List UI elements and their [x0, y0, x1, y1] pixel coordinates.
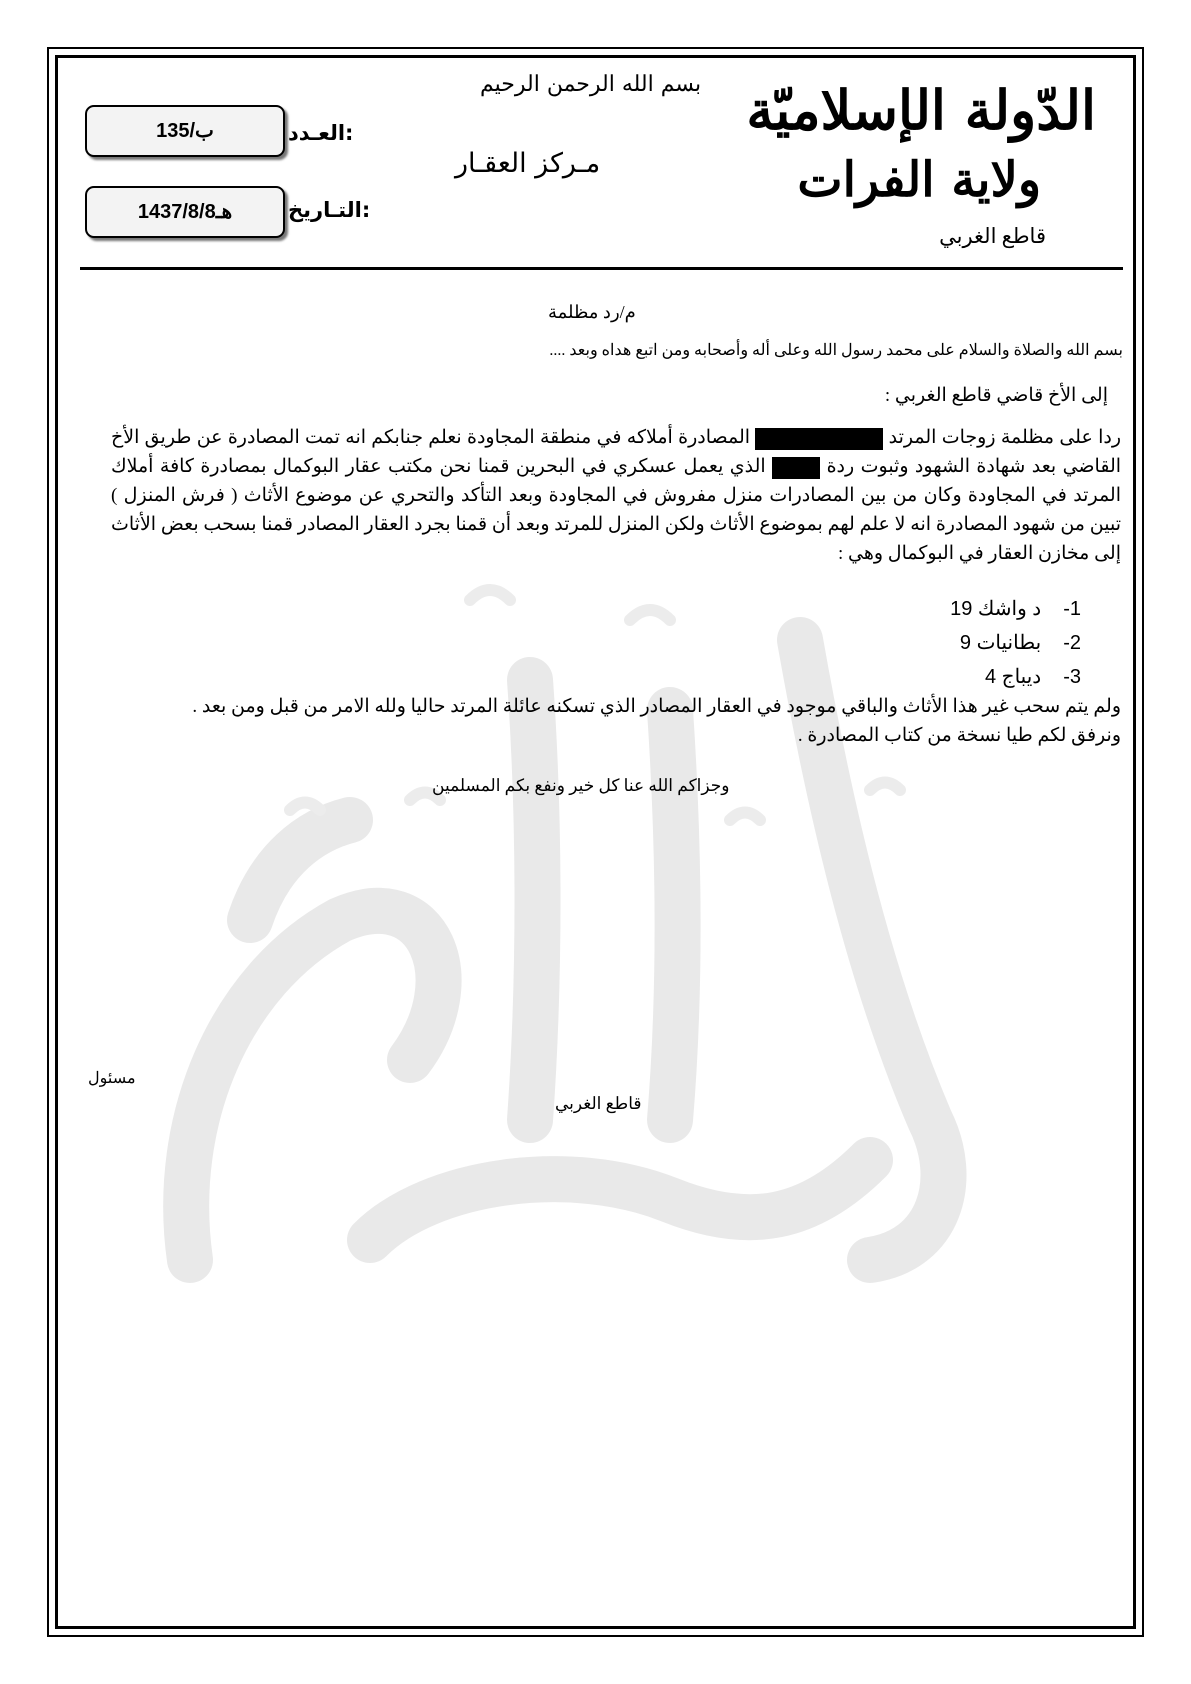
basmala-header: بسم الله الرحمن الرحيم: [480, 72, 702, 97]
closing-paragraph: [141, 692, 1121, 750]
watermark-calligraphy: [110, 560, 1030, 1320]
main-paragraph: [111, 423, 1121, 568]
reference-number-box: ب/135: [85, 105, 285, 157]
list-item-text: د واشك 19: [950, 598, 1042, 620]
office-name: مـركز العقـار: [455, 148, 601, 179]
logo-sector-name: قاطع الغربي: [939, 224, 1046, 248]
logo-province-name: ولاية الفرات: [797, 152, 1041, 208]
closing-blessing: وجزاكم الله عنا كل خير ونفع بكم المسلمين: [432, 776, 730, 795]
addressee-line: إلى الأخ قاضي قاطع الغربي :: [884, 385, 1108, 406]
confiscated-items-list: [950, 592, 1081, 694]
date-box: 1437/8/8هـ: [85, 186, 285, 238]
list-item-number: 1-: [1063, 598, 1081, 620]
paragraph-part-3: الذي يعمل عسكري في البحرين قمنا نحن مكتب عقار البوكمال بمصادرة كافة أملاك المرتد في المجاودة وكان من بين المصادرات منزل مفروش في المجاودة وبعد التأكد والتحري عن موضوع الأثاث ( فرش المنزل ) تبين من شهود المصادرة انه لا علم لهم بموضوع الأثاث ولكن المنزل للمرتد وبعد أن قمنا بجرد العقار المصادر قمنا بسحب بعض الأثاث إلى مخازن العقار في البوكمال وهي :: [111, 456, 1121, 564]
redaction-block: [755, 428, 883, 450]
signature-sector: قاطع الغربي: [555, 1094, 642, 1113]
list-item-number: 2-: [1063, 632, 1081, 654]
header-divider: [80, 267, 1123, 270]
list-item-text: بطانيات 9: [959, 632, 1042, 654]
signature-title: مسئول: [88, 1070, 136, 1087]
reference-number-label: العـدد:: [288, 121, 354, 145]
paragraph-part-1: ردا على مظلمة زوجات المرتد: [888, 427, 1122, 448]
date-label: التـاريخ:: [288, 198, 371, 222]
list-item: [950, 626, 1081, 660]
subject-line: م/رد مظلمة: [548, 302, 636, 322]
opening-salutation: بسم الله والصلاة والسلام على محمد رسول الله وعلى أله وأصحابه ومن اتبع هداه وبعد ....: [549, 342, 1123, 359]
list-item-text: ديباج 4: [985, 666, 1042, 688]
list-item: [950, 660, 1081, 694]
closing-paragraph-line-2: ونرفق لكم طيا نسخة من كتاب المصادرة .: [797, 725, 1121, 746]
logo-state-name: الدّولة الإسلاميّة: [746, 78, 1096, 142]
paragraph-part-2: المصادرة أملاكه في منطقة المجاودة نعلم جنابكم انه تمت المصادرة عن طريق الأخ القاضي بعد شهادة الشهود وثبوت ردة: [111, 427, 1122, 477]
closing-paragraph-line-1: ولم يتم سحب غير هذا الأثاث والباقي موجود في العقار المصادر الذي تسكنه عائلة المرتد حاليا ولله الامر من قبل ومن بعد .: [192, 696, 1121, 717]
redaction-block: [772, 457, 820, 479]
list-item-number: 3-: [1063, 666, 1081, 688]
list-item: [950, 592, 1081, 626]
